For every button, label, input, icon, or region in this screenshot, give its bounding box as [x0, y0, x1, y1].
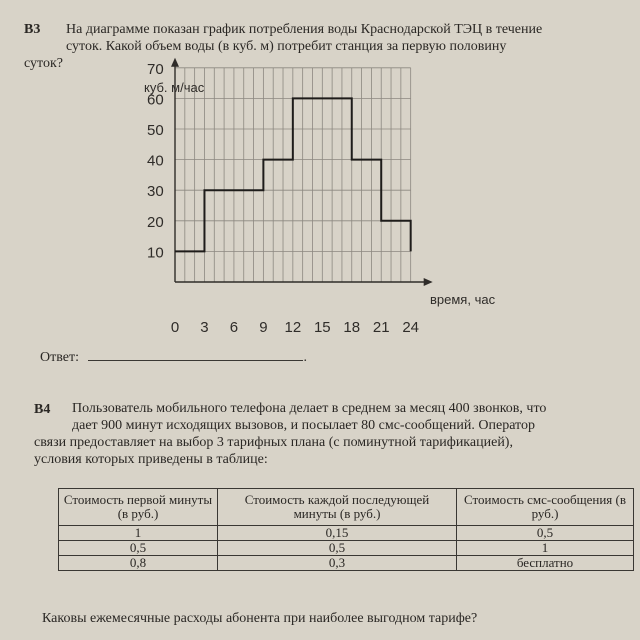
- task-b4-line-4: условия которых приведены в таблице:: [34, 452, 268, 467]
- task-b4-line-3: связи предоставляет на выбор 3 тарифных плана (с поминутной тарификацией),: [34, 435, 513, 450]
- water-consumption-chart: [130, 60, 510, 342]
- y-tick-label: 70: [147, 60, 164, 78]
- task-b4-number: B4: [34, 402, 51, 417]
- x-tick-label: 0: [170, 319, 180, 336]
- table-cell: 0,5: [59, 541, 218, 556]
- x-tick-label: 12: [284, 319, 302, 336]
- x-tick-label: 21: [372, 319, 390, 336]
- task-b3-line-2: суток. Какой объем воды (в куб. м) потребит станция за первую половину: [66, 39, 507, 54]
- answer-row: Ответ: .: [40, 350, 307, 365]
- x-axis-arrow: [424, 278, 433, 286]
- table-cell: 0,8: [59, 556, 218, 571]
- x-tick-label: 9: [259, 319, 268, 336]
- table-cell: 1: [59, 526, 218, 541]
- task-b4-line-2: дает 900 минут исходящих вызовов, и посылает 80 смс-сообщений. Оператор: [72, 418, 535, 433]
- table-cell: 0,15: [218, 526, 457, 541]
- x-axis-label: время, час: [430, 292, 496, 307]
- x-tick-label: 3: [200, 319, 209, 336]
- y-tick-label: 50: [147, 122, 164, 139]
- tariff-table: [58, 488, 634, 571]
- task-b3-number: B3: [24, 22, 41, 37]
- x-tick-label: 15: [313, 319, 331, 336]
- table-header-next-minute: Стоимость каждой последующей минуты (в руб.): [218, 489, 457, 526]
- y-tick-label: 20: [147, 213, 164, 231]
- task-b3-line-1: На диаграмме показан график потребления воды Краснодарской ТЭЦ в течение: [66, 22, 543, 37]
- answer-label: Ответ:: [40, 350, 79, 365]
- y-tick-label: 40: [147, 152, 164, 170]
- table-row: [59, 556, 634, 571]
- table-cell: 0,3: [218, 556, 457, 571]
- task-b4-line-1: Пользователь мобильного телефона делает в среднем за месяц 400 звонков, что: [72, 401, 547, 416]
- table-header-first-minute: Стоимость первой минуты (в руб.): [59, 489, 218, 526]
- table-header-row: [59, 489, 634, 526]
- table-cell: 0,5: [218, 541, 457, 556]
- x-tick-label: 24: [402, 319, 420, 336]
- task-b3-line-3: суток?: [24, 56, 63, 71]
- x-tick-label: 18: [343, 319, 361, 336]
- y-tick-label: 60: [147, 91, 164, 109]
- table-row: [59, 541, 634, 556]
- table-cell: 1: [457, 541, 634, 556]
- table-cell: бесплатно: [457, 556, 634, 571]
- x-tick-label: 6: [229, 319, 239, 336]
- task-b4-question: Каковы ежемесячные расходы абонента при наиболее выгодном тарифе?: [42, 611, 478, 626]
- y-tick-label: 30: [147, 183, 164, 201]
- y-axis-label: куб. м/час: [144, 80, 205, 95]
- table-cell: 0,5: [457, 526, 634, 541]
- y-axis-arrow: [171, 58, 179, 67]
- answer-blank[interactable]: [88, 348, 303, 361]
- table-header-sms: Стоимость смс-сообщения (в руб.): [457, 489, 634, 526]
- y-tick-label: 10: [147, 244, 164, 262]
- table-row: [59, 526, 634, 541]
